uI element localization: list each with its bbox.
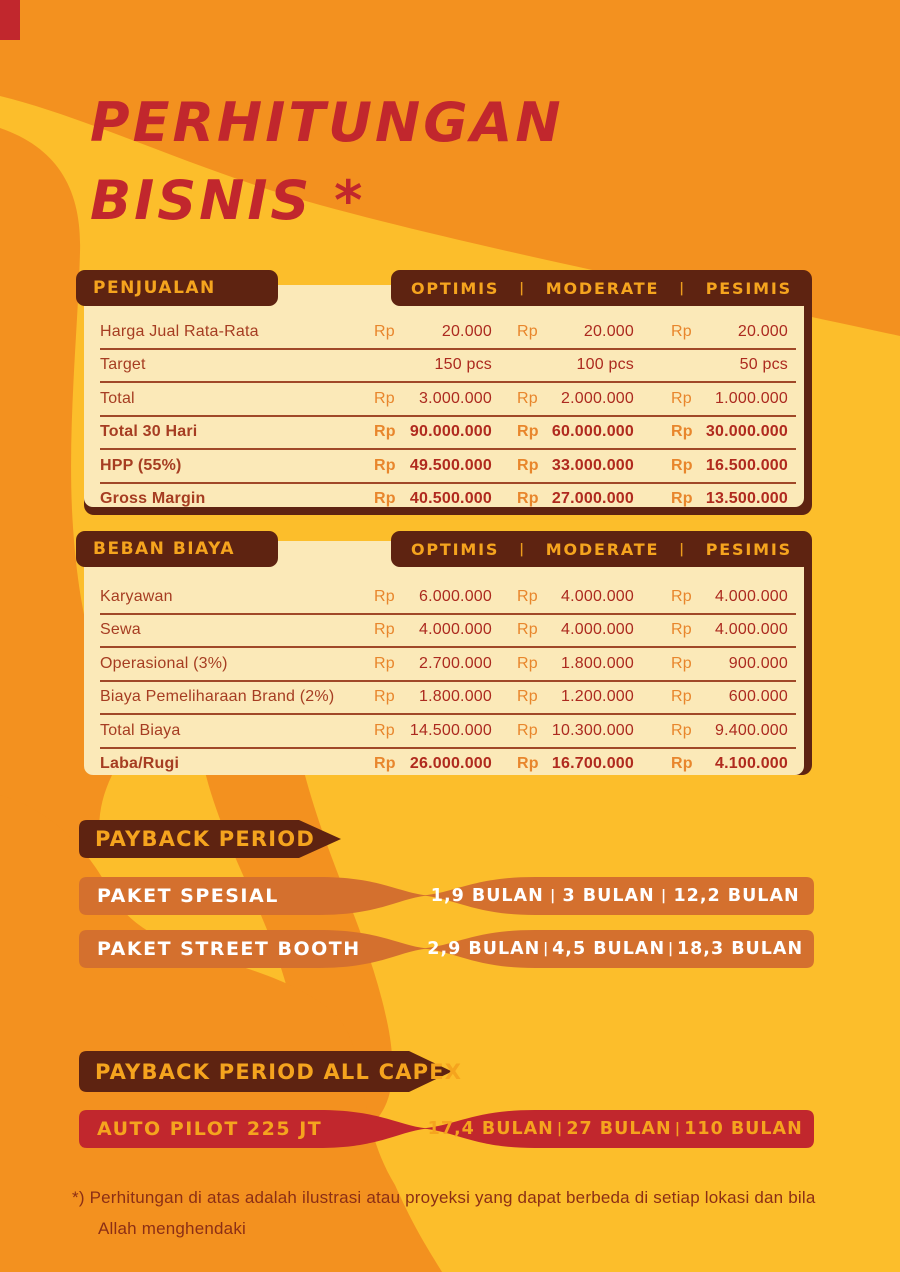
amount-value: 900.000 xyxy=(728,654,788,672)
amount-value: 49.500.000 xyxy=(409,456,492,474)
row-label: Operasional (3%) xyxy=(100,654,228,672)
table-title-beban-biaya xyxy=(76,531,278,567)
value-cell xyxy=(671,323,796,341)
currency-prefix: Rp xyxy=(671,587,692,605)
payback-row-label: PAKET STREET BOOTH xyxy=(97,938,361,960)
currency-prefix: Rp xyxy=(517,721,538,739)
currency-prefix: Rp xyxy=(671,322,692,340)
amount-value: 30.000.000 xyxy=(705,423,788,441)
corner-mark xyxy=(0,0,20,40)
row-label: HPP (55%) xyxy=(100,456,182,474)
scenario-pesimis: PESIMIS xyxy=(705,278,792,298)
amount-value: 60.000.000 xyxy=(551,423,634,441)
amount-value: 2.700.000 xyxy=(419,654,492,672)
separator-glyph: | xyxy=(519,280,526,296)
amount-value: 4.000.000 xyxy=(715,621,788,639)
separator-glyph: | xyxy=(674,1121,682,1137)
payback-row-values xyxy=(424,877,806,915)
value-cell xyxy=(374,621,492,639)
currency-prefix: Rp xyxy=(671,490,693,508)
payback-row-values xyxy=(424,930,806,968)
table-row xyxy=(100,648,796,682)
value-cell xyxy=(671,655,796,673)
separator-glyph: | xyxy=(661,888,668,904)
amount-value: 16.500.000 xyxy=(705,456,788,474)
scenario-header xyxy=(391,531,812,567)
payback-value: 12,2 BULAN xyxy=(673,886,800,906)
scenario-header xyxy=(391,270,812,306)
currency-prefix: Rp xyxy=(671,654,692,672)
amount-value: 90.000.000 xyxy=(409,423,492,441)
value-cell xyxy=(671,688,796,706)
currency-prefix: Rp xyxy=(374,423,396,441)
currency-prefix: Rp xyxy=(374,755,396,773)
row-label: Laba/Rugi xyxy=(100,755,180,773)
row-label: Target xyxy=(100,356,146,374)
value-cell xyxy=(671,722,796,740)
amount-value: 1.800.000 xyxy=(561,654,634,672)
amount-value: 10.300.000 xyxy=(551,721,634,739)
currency-prefix: Rp xyxy=(517,322,538,340)
table-title-label: PENJUALAN xyxy=(93,278,216,298)
payback-row-paket-street-booth xyxy=(79,930,814,968)
value-cell xyxy=(374,457,492,475)
row-label: Harga Jual Rata-Rata xyxy=(100,322,259,340)
amount-value: 50 pcs xyxy=(739,356,788,374)
table-row xyxy=(100,581,796,615)
currency-prefix: Rp xyxy=(374,587,395,605)
amount-value: 4.000.000 xyxy=(561,587,634,605)
value-cell xyxy=(671,755,796,773)
page-title-line2: BISNIS * xyxy=(90,169,366,232)
amount-value: 20.000 xyxy=(737,322,788,340)
footnote-line1: *) Perhitungan di atas adalah ilustrasi atau proyeksi yang dapat berbeda di setiap lokasi dan bila xyxy=(72,1188,816,1207)
currency-prefix: Rp xyxy=(517,490,539,508)
value-cell xyxy=(671,490,796,508)
separator-glyph: | xyxy=(679,280,686,296)
payback-row-paket-spesial xyxy=(79,877,814,915)
scenario-optimis: OPTIMIS xyxy=(411,539,500,559)
value-cell xyxy=(374,323,492,341)
payback-row-auto-pilot xyxy=(79,1110,814,1148)
amount-value: 20.000 xyxy=(441,322,492,340)
currency-prefix: Rp xyxy=(517,456,539,474)
value-cell xyxy=(671,390,796,408)
table-row xyxy=(100,316,796,350)
page-title xyxy=(90,84,564,240)
value-cell xyxy=(517,588,634,606)
separator-glyph: | xyxy=(543,941,550,957)
payback-capex-title: PAYBACK PERIOD ALL CAPEX xyxy=(95,1059,463,1084)
currency-prefix: Rp xyxy=(374,456,396,474)
payback-value: 110 BULAN xyxy=(684,1119,803,1139)
payback-row-label: AUTO PILOT 225 JT xyxy=(97,1118,323,1140)
row-label: Total xyxy=(100,389,135,407)
table-row xyxy=(100,350,796,384)
amount-value: 4.000.000 xyxy=(561,621,634,639)
table-row xyxy=(100,682,796,716)
table-title-penjualan xyxy=(76,270,278,306)
currency-prefix: Rp xyxy=(671,721,692,739)
currency-prefix: Rp xyxy=(374,654,395,672)
currency-prefix: Rp xyxy=(517,688,538,706)
payback-period-title: PAYBACK PERIOD xyxy=(95,827,315,851)
currency-prefix: Rp xyxy=(374,322,395,340)
amount-value: 4.100.000 xyxy=(715,755,788,773)
amount-value: 150 pcs xyxy=(434,356,492,374)
currency-prefix: Rp xyxy=(517,587,538,605)
amount-value: 14.500.000 xyxy=(409,721,492,739)
value-cell xyxy=(374,490,492,508)
payback-row-values xyxy=(424,1110,806,1148)
separator-glyph: | xyxy=(679,541,686,557)
payback-value: 1,9 BULAN xyxy=(430,886,544,906)
amount-value: 9.400.000 xyxy=(715,721,788,739)
amount-value: 3.000.000 xyxy=(419,389,492,407)
currency-prefix: Rp xyxy=(374,389,395,407)
scenario-moderate: MODERATE xyxy=(545,539,660,559)
currency-prefix: Rp xyxy=(517,654,538,672)
currency-prefix: Rp xyxy=(517,423,539,441)
payback-row-label: PAKET SPESIAL xyxy=(97,885,279,907)
footnote-line2: Allah menghendaki xyxy=(98,1219,246,1238)
scenario-moderate: MODERATE xyxy=(545,278,660,298)
payback-value: 27 BULAN xyxy=(566,1119,672,1139)
table-row xyxy=(100,615,796,649)
scenario-optimis: OPTIMIS xyxy=(411,278,500,298)
currency-prefix: Rp xyxy=(671,456,693,474)
value-cell xyxy=(517,722,634,740)
value-cell xyxy=(517,755,634,773)
amount-value: 26.000.000 xyxy=(409,755,492,773)
currency-prefix: Rp xyxy=(374,688,395,706)
value-cell xyxy=(517,490,634,508)
separator-glyph: | xyxy=(667,941,675,957)
value-cell xyxy=(517,423,634,441)
amount-value: 600.000 xyxy=(728,688,788,706)
value-cell xyxy=(517,356,634,374)
payback-period-banner xyxy=(79,820,341,858)
row-label: Biaya Pemeliharaan Brand (2%) xyxy=(100,688,335,706)
value-cell xyxy=(671,457,796,475)
value-cell xyxy=(671,356,796,374)
table-title-label: BEBAN BIAYA xyxy=(93,539,235,559)
amount-value: 100 pcs xyxy=(576,356,634,374)
payback-value: 4,5 BULAN xyxy=(552,939,666,959)
amount-value: 16.700.000 xyxy=(551,755,634,773)
amount-value: 40.500.000 xyxy=(409,490,492,508)
value-cell xyxy=(517,655,634,673)
amount-value: 27.000.000 xyxy=(551,490,634,508)
amount-value: 1.800.000 xyxy=(419,688,492,706)
table-rows xyxy=(100,581,796,780)
row-label: Total 30 Hari xyxy=(100,423,198,441)
value-cell xyxy=(517,457,634,475)
amount-value: 1.200.000 xyxy=(561,688,634,706)
expenses-table xyxy=(76,531,812,775)
value-cell xyxy=(374,755,492,773)
row-label: Gross Margin xyxy=(100,490,206,508)
separator-glyph: | xyxy=(519,541,526,557)
value-cell xyxy=(374,588,492,606)
payback-value: 17,4 BULAN xyxy=(427,1119,554,1139)
value-cell xyxy=(374,722,492,740)
sales-table xyxy=(76,270,812,507)
value-cell xyxy=(374,688,492,706)
value-cell xyxy=(671,621,796,639)
value-cell xyxy=(374,423,492,441)
table-row xyxy=(100,450,796,484)
amount-value: 6.000.000 xyxy=(419,587,492,605)
currency-prefix: Rp xyxy=(374,621,395,639)
amount-value: 1.000.000 xyxy=(715,389,788,407)
amount-value: 20.000 xyxy=(583,322,634,340)
table-row xyxy=(100,715,796,749)
table-row xyxy=(100,749,796,781)
value-cell xyxy=(517,390,634,408)
table-row xyxy=(100,417,796,451)
page-title-line1: PERHITUNGAN xyxy=(90,91,564,154)
amount-value: 33.000.000 xyxy=(551,456,634,474)
value-cell xyxy=(374,390,492,408)
currency-prefix: Rp xyxy=(374,721,395,739)
amount-value: 2.000.000 xyxy=(561,389,634,407)
currency-prefix: Rp xyxy=(517,389,538,407)
payback-value: 2,9 BULAN xyxy=(427,939,541,959)
value-cell xyxy=(374,356,492,374)
value-cell xyxy=(671,423,796,441)
value-cell xyxy=(374,655,492,673)
scenario-pesimis: PESIMIS xyxy=(705,539,792,559)
currency-prefix: Rp xyxy=(671,688,692,706)
separator-glyph: | xyxy=(550,888,557,904)
footnote xyxy=(72,1182,832,1244)
value-cell xyxy=(671,588,796,606)
currency-prefix: Rp xyxy=(671,389,692,407)
row-label: Karyawan xyxy=(100,587,173,605)
payback-value: 18,3 BULAN xyxy=(676,939,804,959)
value-cell xyxy=(517,688,634,706)
payback-value: 3 BULAN xyxy=(562,886,655,906)
separator-glyph: | xyxy=(557,1121,564,1137)
value-cell xyxy=(517,621,634,639)
currency-prefix: Rp xyxy=(671,423,693,441)
row-label: Sewa xyxy=(100,621,141,639)
currency-prefix: Rp xyxy=(517,755,539,773)
amount-value: 13.500.000 xyxy=(705,490,788,508)
currency-prefix: Rp xyxy=(374,490,396,508)
table-row xyxy=(100,484,796,516)
value-cell xyxy=(517,323,634,341)
table-row xyxy=(100,383,796,417)
currency-prefix: Rp xyxy=(517,621,538,639)
payback-capex-banner xyxy=(79,1051,463,1092)
row-label: Total Biaya xyxy=(100,721,181,739)
currency-prefix: Rp xyxy=(671,621,692,639)
amount-value: 4.000.000 xyxy=(419,621,492,639)
currency-prefix: Rp xyxy=(671,755,693,773)
amount-value: 4.000.000 xyxy=(715,587,788,605)
table-rows xyxy=(100,316,796,515)
